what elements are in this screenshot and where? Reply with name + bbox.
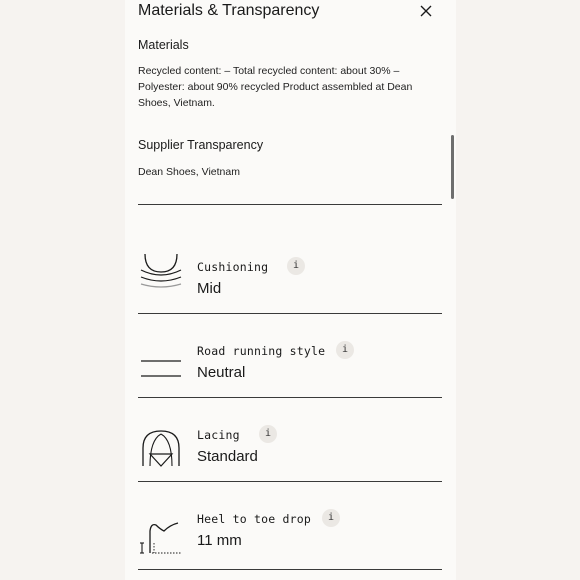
divider [138, 481, 442, 482]
cushioning-label: Cushioning [197, 260, 269, 274]
supplier-text: Dean Shoes, Vietnam [138, 166, 240, 178]
attribute-lacing [138, 428, 442, 498]
close-button[interactable] [419, 4, 433, 18]
close-icon [419, 4, 433, 18]
running-style-icon [138, 344, 184, 394]
modal-title: Materials & Transparency [138, 2, 320, 19]
divider [138, 569, 442, 570]
scrollbar[interactable] [451, 135, 454, 199]
materials-modal [125, 0, 456, 580]
attribute-cushioning [138, 260, 442, 330]
background-left [0, 0, 125, 580]
lacing-info-button[interactable]: i [259, 425, 277, 443]
modal-header [138, 2, 443, 24]
background-right [456, 0, 580, 580]
heel-drop-label: Heel to toe drop [197, 512, 311, 526]
lacing-value: Standard [197, 448, 258, 465]
heel-drop-info-button[interactable]: i [322, 509, 340, 527]
heel-drop-value: 11 mm [197, 532, 242, 549]
supplier-heading: Supplier Transparency [138, 138, 264, 152]
divider [138, 204, 442, 205]
heel-drop-icon [138, 514, 184, 564]
divider [138, 397, 442, 398]
materials-text: Recycled content: – Total recycled content: about 30% – Polyester: about 90% recycled Product assembled at Dean Shoes, Vietnam. [138, 65, 413, 109]
lacing-icon [138, 424, 184, 474]
cushioning-info-button[interactable]: i [287, 257, 305, 275]
materials-heading: Materials [138, 38, 189, 52]
cushioning-icon [138, 252, 184, 302]
cushioning-value: Mid [197, 280, 222, 297]
lacing-label: Lacing [197, 428, 240, 442]
running-style-info-button[interactable]: i [336, 341, 354, 359]
attribute-road-running-style [138, 344, 442, 414]
running-style-value: Neutral [197, 364, 246, 381]
running-style-label: Road running style [197, 344, 326, 358]
divider [138, 313, 442, 314]
